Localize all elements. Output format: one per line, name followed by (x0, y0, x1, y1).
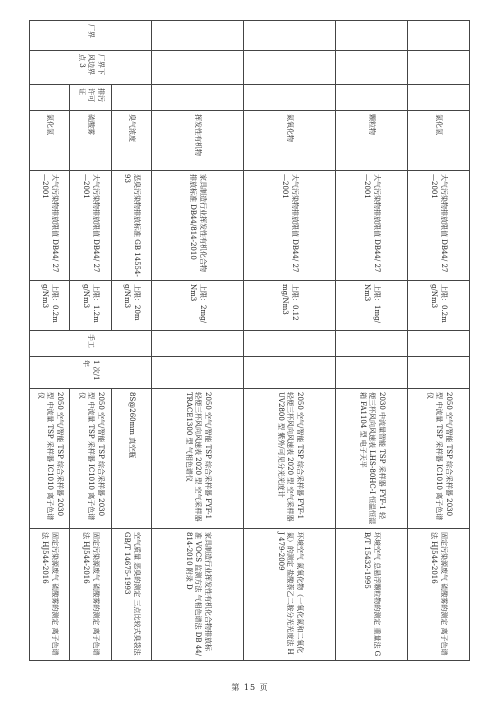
table-row (244, 21, 336, 661)
limit-cell: 上限：0.2mg/Nm3 (30, 281, 70, 331)
mode-blank (244, 331, 336, 357)
standard-cell: 大气污染物排放限值 DB44/ 27—2001 (408, 171, 470, 281)
permit-blank (112, 85, 152, 111)
pollutant-cell: 颗粒物 (336, 111, 408, 171)
pollutant-cell: 氯化氢 (408, 111, 470, 171)
page-number: 第 15 页 (231, 683, 269, 692)
limit-cell: 上限：0.12mg/Nm3 (244, 281, 336, 331)
standard-cell: 大气污染物排放限值 DB44/ 27—2001 (244, 171, 336, 281)
permit-blank (30, 85, 70, 111)
permit-cell: 排污许可证 (70, 85, 112, 111)
method-cell: 空气质量 恶臭的测定 三点比较式臭袋法 GB/T 14675-1993 (112, 529, 152, 661)
area-inner-blank (152, 51, 244, 85)
area-inner-blank (336, 51, 408, 85)
standard-cell: 家具制造行业挥发性有机化合物排放标准 DB44/814-2010 (152, 171, 244, 281)
standard-cell: 大气污染物排放限值 DB44/ 27—2001 (70, 171, 112, 281)
method-cell: 家具制造行业挥发性有机化合物排放标准 VOCS 监测方法 气相色谱法 DB 44/814-2010 附录 D (152, 529, 244, 661)
area-inner-top-blank (408, 51, 470, 85)
permit-blank (152, 85, 244, 111)
instrument-cell: 2050 空气/智能 TSP 综合采样器 2030 型 中流量 TSP 采样器 IC1010 离子色谱仪 (70, 389, 112, 529)
area-outer-blank (152, 21, 244, 51)
method-cell: 环境空气 总悬浮颗粒物的测定 重量法 GB/T 15432-1995 (336, 529, 408, 661)
area-outer-blank (244, 21, 336, 51)
method-cell: 固定污染源废气 硫酸雾的测定 离子色谱法 HJ544-2016 (408, 529, 470, 661)
table-row (112, 21, 152, 661)
freq-blank (152, 357, 244, 389)
area-outer-blank (336, 21, 408, 51)
limit-cell: 上限：20mg/Nm3 (112, 281, 152, 331)
limit-cell: 上限：1.2mg/Nm3 (70, 281, 112, 331)
mode-blank (336, 331, 408, 357)
area-inner-cell: 厂界下风边界点 3 (30, 51, 152, 85)
permit-blank (336, 85, 408, 111)
freq-blank (244, 357, 336, 389)
area-inner-blank (244, 51, 336, 85)
pollutant-cell: 氮氧化物 (244, 111, 336, 171)
freq-blank (336, 357, 408, 389)
standard-cell: 大气污染物排放限值 DB44/ 27—2001 (30, 171, 70, 281)
instrument-cell: 8S@260mm 真空瓶 (112, 389, 152, 529)
limit-cell: 上限：0.2mg/Nm3 (408, 281, 470, 331)
rotated-table-wrapper (30, 20, 470, 660)
frequency-cell: 1 次/1 年 (30, 357, 152, 389)
method-cell: 固定污染源废气 硫酸雾的测定 离子色谱法 HJ544-2016 (30, 529, 70, 661)
mode-cell: 手工 (30, 331, 152, 357)
area-outer-top-blank (408, 21, 470, 51)
pollutant-cell: 挥发性有机物 (152, 111, 244, 171)
pollutant-cell: 硫酸雾 (70, 111, 112, 171)
freq-top-blank (408, 357, 470, 389)
method-cell: 环境空气 氮氧化物（一氧化氮和二氧化氮）的测定 盐酸萘乙二胺分光光度法 HJ 479-2009 (244, 529, 336, 661)
table-row (152, 21, 244, 661)
standard-cell: 恶臭污染物排放标准 GB 14554-93 (112, 171, 152, 281)
mode-blank (152, 331, 244, 357)
mode-top-blank (408, 331, 470, 357)
instrument-cell: 2030 中流量智能 TSP 采样器 FYF-1 轻便三杯风向风速表 LHS-80HC-I 恒温恒湿箱 FA1104 型 电子天平 (336, 389, 408, 529)
pollutant-cell: 臭气浓度 (112, 111, 152, 171)
permit-top-blank (408, 85, 470, 111)
pollutant-cell: 氯化氢 (30, 111, 70, 171)
permit-blank (244, 85, 336, 111)
table-row (336, 21, 408, 661)
instrument-cell: 2050 空气/智能 TSP 综合采样器 FYF-1 轻便三杯风向风速表 2020 型 空气采样器 UV2800 型 紫外/可见分光光度计 (244, 389, 336, 529)
standard-cell: 大气污染物排放限值 DB44/ 27—2001 (336, 171, 408, 281)
instrument-cell: 2050 空气/智能 TSP 综合采样器 2030 型 中流量 TSP 采样器 IC1010 离子色谱仪 (30, 389, 70, 529)
area-outer-cell: 厂界 (30, 21, 152, 51)
monitoring-table (29, 20, 470, 661)
instrument-cell: 2050 空气/智能 TSP 综合采样器 FYF-1 轻便三杯风向风速表 2020 型 空气采样器 TRACE1300 型 气相色谱仪 (152, 389, 244, 529)
table-row (408, 21, 470, 661)
limit-cell: 上限：2mg/Nm3 (152, 281, 244, 331)
method-cell: 固定污染源废气 硫酸雾的测定 离子色谱法 HJ544-2016 (70, 529, 112, 661)
instrument-cell: 2050 空气/智能 TSP 综合采样器 2030 型 中流量 TSP 采样器 IC1010 离子色谱仪 (408, 389, 470, 529)
limit-cell: 上限：1mg/Nm3 (336, 281, 408, 331)
